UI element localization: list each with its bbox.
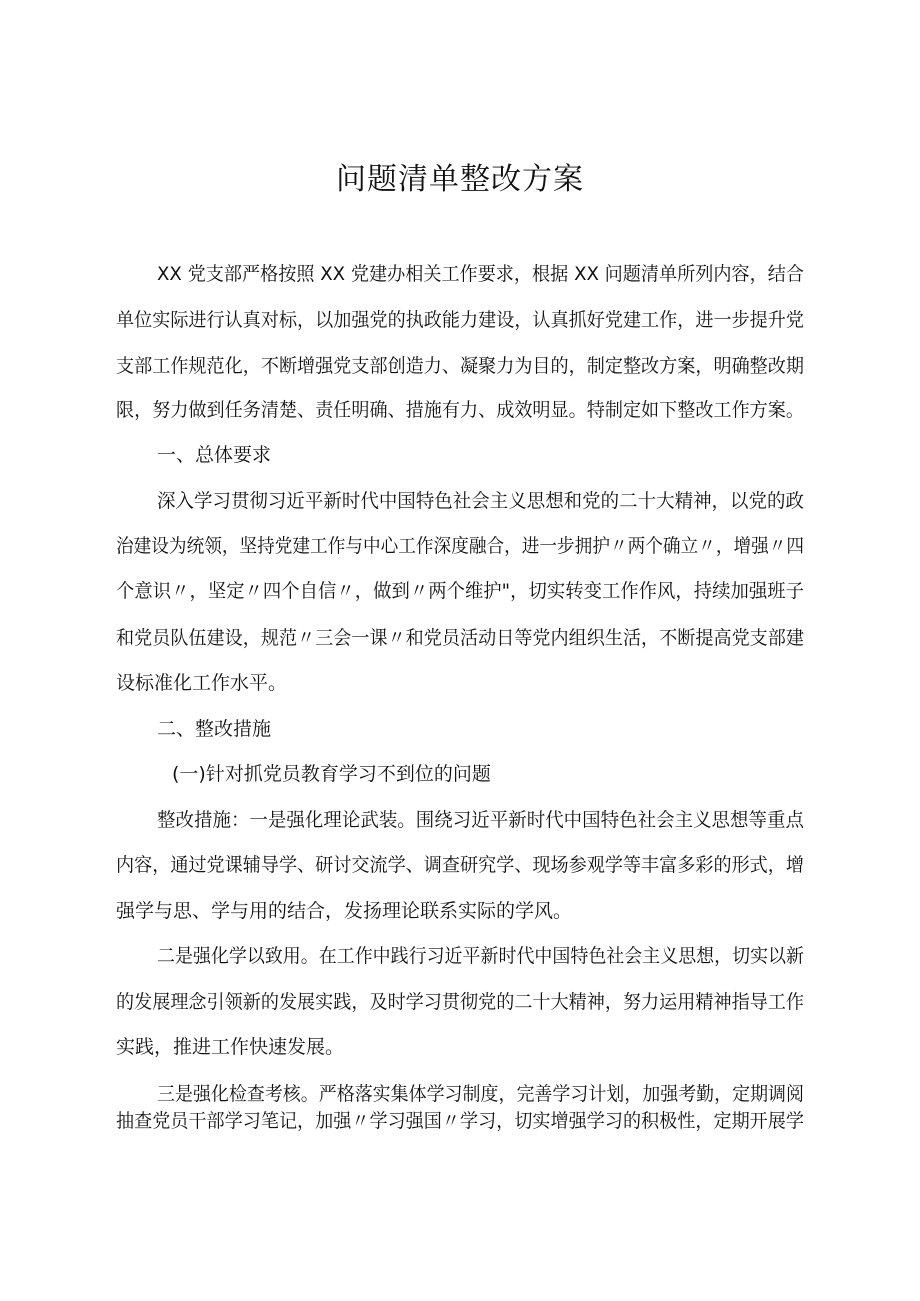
intro-line: 支部工作规范化，不断增强党支部创造力、凝聚力为目的，制定整改方案，明确整改期 <box>116 355 805 377</box>
measure1-line: 强学与思、学与用的结合，发扬理论联系实际的学风。 <box>116 900 573 922</box>
document-title: 问题清单整改方案 <box>336 162 584 197</box>
measure2-line: 的发展理念引领新的发展实践，及时学习贯彻党的二十大精神，努力运用精神指导工作 <box>116 991 805 1013</box>
measure3-line: 抽查党员干部学习笔记，加强〃学习强国〃学习，切实增强学习的积极性，定期开展学 <box>116 1110 805 1132</box>
measure2-line: 二是强化学以致用。在工作中践行习近平新时代中国特色社会主义思想，切实以新 <box>157 945 805 967</box>
section1-line: 深入学习贯彻习近平新时代中国特色社会主义思想和党的二十大精神，以党的政 <box>157 490 804 512</box>
intro-line: 限，努力做到任务清楚、责任明确、措施有力、成效明显。特制定如下整改工作方案。 <box>116 399 805 421</box>
section1-line: 治建设为统领，坚持党建工作与中心工作深度融合，进一步拥护〃两个确立〃，增强〃四 <box>116 535 805 557</box>
section1-line: 个意识〃，坚定〃四个自信〃，做到〃两个维护"，切实转变工作作风，持续加强班子 <box>116 580 804 602</box>
subsection-heading: (一)针对抓党员教育学习不到位的问题 <box>172 763 491 785</box>
section1-line: 设标准化工作水平。 <box>116 672 288 694</box>
measure1-line: 内容，通过党课辅导学、研讨交流学、调查研究学、现场参观学等丰富多彩的形式，增 <box>116 854 805 876</box>
intro-line: XX 党支部严格按照 XX 党建办相关工作要求，根据 XX 问题清单所列内容，结合 <box>157 263 805 285</box>
measure1-line: 整改措施：一是强化理论武装。围绕习近平新时代中国特色社会主义思想等重点 <box>157 809 804 831</box>
section-heading-rectification-measures: 二、整改措施 <box>157 718 272 740</box>
intro-line: 单位实际进行认真对标，以加强党的执政能力建设，认真抓好党建工作，进一步提升党 <box>116 309 805 331</box>
section1-line: 和党员队伍建设，规范〃三会一课〃和党员活动日等党内组织生活，不断提高党支部建 <box>116 627 805 649</box>
measure3-line: 三是强化检查考核。严格落实集体学习制度，完善学习计划，加强考勤，定期调阅 <box>157 1083 805 1105</box>
section-heading-general-requirements: 一、总体要求 <box>157 444 272 466</box>
measure2-line: 实践，推进工作快速发展。 <box>116 1036 345 1058</box>
